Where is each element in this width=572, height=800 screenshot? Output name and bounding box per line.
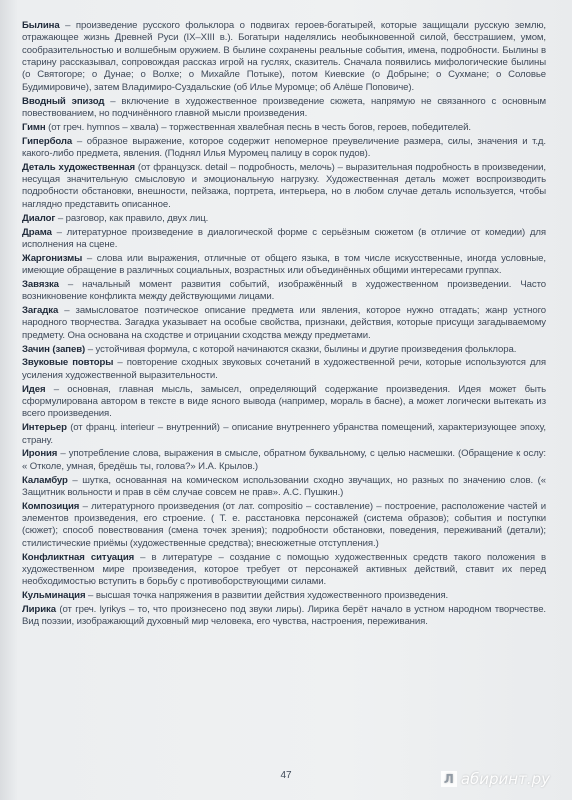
glossary-term: Интерьер bbox=[22, 422, 67, 434]
glossary-term: Конфликтная ситуация bbox=[22, 551, 135, 563]
glossary-term: Звуковые повторы bbox=[22, 357, 114, 369]
glossary-term: Кульминация bbox=[22, 590, 86, 602]
glossary-entry bbox=[22, 590, 546, 602]
glossary-entry bbox=[22, 357, 546, 382]
glossary-entry bbox=[22, 448, 546, 473]
glossary-term: Вводный эпизод bbox=[22, 95, 105, 107]
glossary-definition: – литературное произведение в диалогической форме с серьёзным сюжетом (в отличие от комедии) для исполнения на сцене. bbox=[22, 226, 546, 250]
glossary-term: Каламбур bbox=[22, 474, 68, 486]
glossary-definition: – высшая точка напряжения в развитии действия художественного произведения. bbox=[85, 590, 449, 602]
glossary-definition: – повторение сходных звуковых сочетаний в художественной речи, которые используются для усиления художественной выразительности. bbox=[22, 357, 546, 381]
glossary-term: Лирика bbox=[22, 603, 56, 615]
glossary-definition: (от греч. hymnos – хвала) – торжественная хвалебная песнь в честь богов, героев, победителей. bbox=[45, 121, 471, 133]
glossary-definition: – употребление слова, выражения в смысле, обратном буквальному, с целью насмешки. (Обращение к ослу: « Отколе, умная, бредёшь ты, голова?» И.А. Крылов.) bbox=[22, 448, 546, 472]
glossary-term: Идея bbox=[22, 383, 46, 395]
glossary-entry bbox=[22, 384, 546, 421]
glossary-entry bbox=[22, 136, 546, 161]
glossary-term: Зачин (запев) bbox=[22, 343, 86, 355]
glossary-term: Диалог bbox=[22, 212, 56, 224]
glossary-term: Композиция bbox=[22, 500, 80, 512]
glossary-entry bbox=[22, 213, 546, 225]
labirint-logo-icon: Л bbox=[441, 771, 457, 787]
glossary-entry bbox=[22, 162, 546, 211]
glossary-definition: – слова или выражения, отличные от общего языка, в том числе искусственные, иногда условные, имеющие обращение в различных социальных, возрастных или объединённых общими интересами группах. bbox=[22, 252, 546, 277]
glossary-definition: – произведение русского фольклора о подвигах героев-богатырей, которые защищали русскую землю, отражающее жизнь Древней Руси (IX–XIII в.). Богатыри наделялись необыкновенной силой, бесстрашием, умом, сообразительностью и волшебным оружием. В былине сохранены реальные события, имена, подробности. Былины в старину рассказывал, сопровождая рассказ игрой на гуслях, сказитель. Сначала появились мифологические былины (о Святогоре; о Дунае; о Волхе; о Михайле Потыке), потом Киевские (о Добрыне; о Сухмане; о Соловье Будимировиче), затем Владимиро-Суздальские (об Илье Муромце; об Алёше Поповиче). bbox=[22, 20, 546, 93]
glossary-entry bbox=[22, 604, 546, 629]
glossary-entry bbox=[22, 253, 546, 278]
glossary-definition: (от греч. lyrikys – то, что произнесено под звуки лиры). Лирика берёт начало в устном народном творчестве. Вид поэзии, изображающий духовный мир человека, его чувства, настроения, переживания. bbox=[22, 603, 546, 628]
glossary-definition: (от франц. interieur – внутренний) – описание внутреннего убранства помещений, характеризующее эпоху, страну. bbox=[22, 422, 546, 446]
glossary-entry bbox=[22, 96, 546, 121]
glossary-definition: – шутка, основанная на комическом использовании сходно звучащих, но разных по значению слов. (« Защитник вольности и прав в сём случае совсем не прав». А.С. Пушкин.) bbox=[22, 474, 546, 498]
glossary-term: Былина bbox=[22, 20, 60, 31]
glossary-definition: – включение в художественное произведение сюжета, напрямую не связанного с основным повествованием, но подчинённого главной мысли произведения. bbox=[22, 95, 546, 119]
glossary-definition: – начальный момент развития событий, изображённый в художественном произведении. Часто возникновение конфликта между действующими лицами. bbox=[22, 278, 546, 303]
glossary-definition: – устойчивая формула, с которой начинаются сказки, былины и другие произведения фольклора. bbox=[85, 343, 517, 355]
glossary-text bbox=[22, 20, 546, 630]
glossary-entry bbox=[22, 344, 546, 356]
glossary-term: Драма bbox=[22, 226, 52, 238]
glossary-entry bbox=[22, 227, 546, 252]
glossary-term: Деталь художественная bbox=[22, 161, 135, 173]
glossary-definition: – образное выражение, которое содержит непомерное преувеличение размера, силы, значения и т.д. какого-либо предмета, явления. (Поднял Илья Муромец палицу в сорок пудов). bbox=[22, 135, 546, 159]
glossary-definition: – разговор, как правило, двух лиц. bbox=[55, 212, 209, 224]
glossary-definition: – замысловатое поэтическое описание предмета или явления, которое нужно отгадать; жанр устного народного творчества. Загадка указывает на особые свойства, признаки, действия, которые присущи загадываемому предмету. Она основана на сходстве и отрицании сходства между предметами. bbox=[22, 305, 546, 341]
glossary-term: Гимн bbox=[22, 121, 46, 133]
glossary-entry bbox=[22, 20, 546, 94]
watermark-text: абиринт.ру bbox=[460, 770, 550, 788]
glossary-term: Загадка bbox=[22, 305, 59, 317]
glossary-term: Жаргонизмы bbox=[22, 252, 83, 264]
glossary-definition: – литературного произведения (от лат. compositio – составление) – построение, расположение частей и элементов произведения, его строение. ( Т. е. расстановка персонажей (система образов); события и поступки (сюжет); способ повествования (смена точек зрения); подробности обстановки, поведения, переживаний (детали); стилистические приёмы (художественные средства); внесюжетные отступления.) bbox=[22, 500, 546, 549]
glossary-entry bbox=[22, 422, 546, 447]
glossary-entry bbox=[22, 279, 546, 304]
glossary-definition: – в литературе – создание с помощью художественных средств такого положения в художественном мире произведения, которое требует от персонажей активных действий, ставит их перед необходимостью вступить в борьбу с противоборствующими силами. bbox=[22, 551, 546, 588]
glossary-definition: (от французск. detail – подробность, мелочь) – выразительная подробность в произведении, несущая значительную смысловую и эмоциональную нагрузку. Художественная деталь может воспроизводить подробности обстановки, внешности, пейзажа, портрета, интерьера, но в любом случае деталь используется, чтобы наглядно представить описанное. bbox=[22, 161, 546, 210]
glossary-term: Ирония bbox=[22, 448, 58, 460]
watermark bbox=[441, 770, 550, 788]
glossary-entry bbox=[22, 122, 546, 134]
glossary-term: Гипербола bbox=[22, 135, 73, 147]
glossary-entry bbox=[22, 501, 546, 550]
glossary-term: Завязка bbox=[22, 278, 59, 290]
page-number: 47 bbox=[280, 770, 292, 781]
glossary-definition: – основная, главная мысль, замысел, определяющий содержание произведения. Идея может быть сформулирована автором в тексте в виде ясного вывода (например, мораль в басне), а может логически вытекать из всего произведения. bbox=[22, 383, 546, 420]
glossary-entry bbox=[22, 552, 546, 589]
glossary-entry bbox=[22, 305, 546, 342]
glossary-entry bbox=[22, 475, 546, 500]
